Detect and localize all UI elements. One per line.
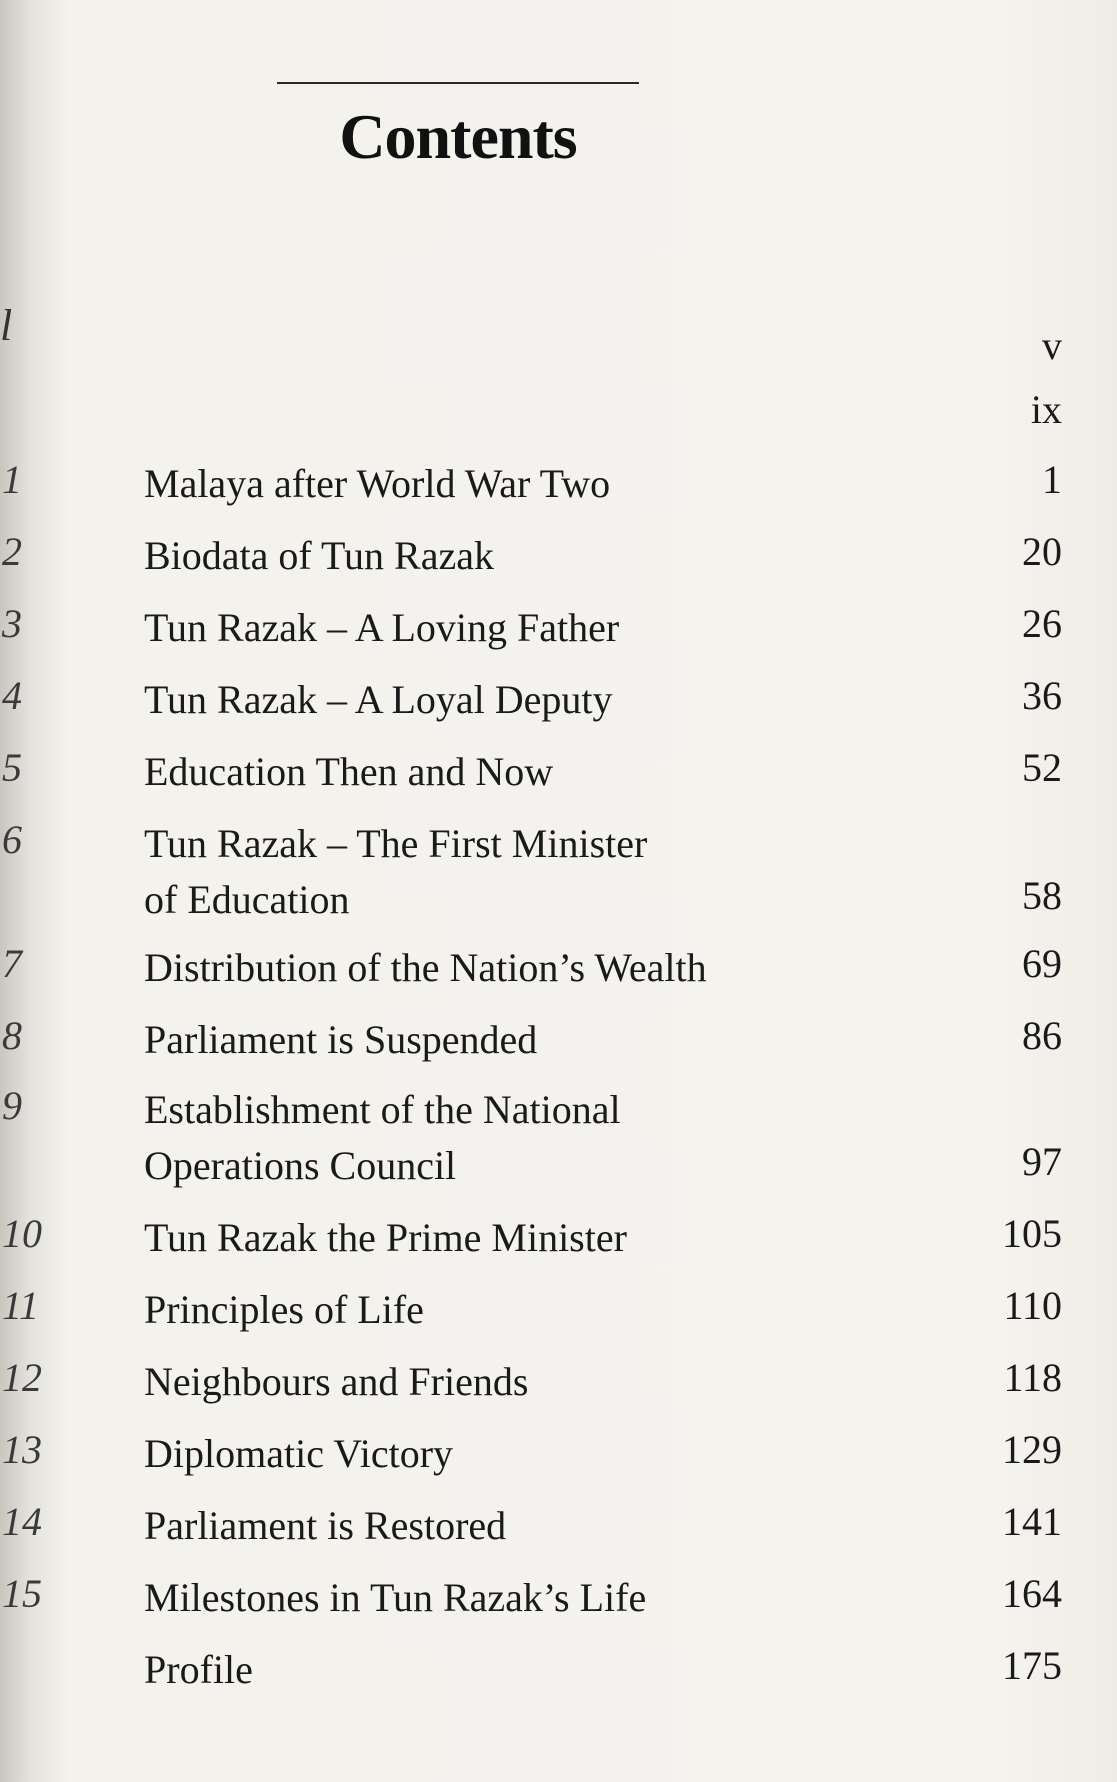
page-number: 36 <box>1022 673 1062 718</box>
chapter-title <box>144 940 707 996</box>
chapter-title <box>144 1210 627 1266</box>
chapter-title <box>144 1642 253 1698</box>
chapter-title-line: Operations Council <box>144 1143 457 1188</box>
chapter-number: 6 <box>2 817 22 862</box>
chapter-title <box>144 672 613 728</box>
page-number: 141 <box>1002 1499 1062 1544</box>
page-number: 105 <box>1002 1211 1062 1256</box>
chapter-title-line: Diplomatic Victory <box>144 1431 454 1476</box>
page-number: 52 <box>1022 745 1062 790</box>
chapter-number: 10 <box>2 1211 42 1256</box>
chapter-number: 5 <box>2 745 22 790</box>
page-number: ix <box>1030 387 1062 432</box>
chapter-number: 7 <box>2 941 22 986</box>
page-number: v <box>1042 323 1062 368</box>
page-number: 20 <box>1022 529 1062 574</box>
page-number: 129 <box>1002 1427 1062 1472</box>
chapter-number: 9 <box>2 1083 22 1128</box>
page-number: 164 <box>1002 1571 1062 1616</box>
chapter-title-line: Parliament is Suspended <box>144 1017 538 1062</box>
contents-heading: Contents <box>339 101 577 172</box>
chapter-title <box>144 1426 453 1482</box>
chapter-title <box>144 816 647 928</box>
chapter-title-line: Establishment of the National <box>144 1087 621 1132</box>
chapter-title-line: Tun Razak – A Loving Father <box>144 605 620 650</box>
page-number: 1 <box>1042 457 1062 502</box>
chapter-title <box>144 456 610 512</box>
chapter-title <box>144 600 619 656</box>
chapter-title-line: of Education <box>144 877 350 922</box>
chapter-title <box>144 744 553 800</box>
chapter-number: 1 <box>2 457 22 502</box>
chapter-number: 14 <box>2 1499 42 1544</box>
chapter-number: 2 <box>2 529 22 574</box>
chapter-title <box>144 1012 537 1068</box>
page-number: 26 <box>1022 601 1062 646</box>
page-number: 118 <box>1003 1355 1062 1400</box>
chapter-title-line: Distribution of the Nation’s Wealth <box>144 945 707 990</box>
chapter-title <box>144 1282 424 1338</box>
chapter-number: 3 <box>2 601 22 646</box>
chapter-title <box>144 528 494 584</box>
chapter-number: 4 <box>2 673 22 718</box>
chapter-number: 8 <box>2 1013 22 1058</box>
chapter-title <box>144 1082 621 1194</box>
chapter-number: 13 <box>2 1427 42 1472</box>
chapter-title-line: Malaya after World War Two <box>144 461 611 506</box>
page-number: 175 <box>1002 1643 1062 1688</box>
chapter-title <box>144 1498 506 1554</box>
chapter-title-line: Biodata of Tun Razak <box>144 533 494 578</box>
chapter-title-line: Tun Razak the Prime Minister <box>144 1215 627 1260</box>
chapter-title-line: Milestones in Tun Razak’s Life <box>144 1575 647 1620</box>
bleed-through-title <box>18 180 36 263</box>
chapter-title-line: Profile <box>144 1647 253 1692</box>
chapter-title-line: Tun Razak – The First Minister <box>144 821 648 866</box>
chapter-title-line: Neighbours and Friends <box>144 1359 529 1404</box>
chapter-title-line: Principles of Life <box>144 1287 424 1332</box>
chapter-title-line: Education Then and Now <box>144 749 554 794</box>
chapter-title <box>144 1570 646 1626</box>
chapter-number: 11 <box>2 1283 40 1328</box>
page-number: 110 <box>1003 1283 1062 1328</box>
chapter-title <box>144 1354 528 1410</box>
chapter-number: 15 <box>2 1571 42 1616</box>
page-number: 58 <box>1022 873 1062 918</box>
page-number: 86 <box>1022 1013 1062 1058</box>
chapter-number: 12 <box>2 1355 42 1400</box>
chapter-title-line: Parliament is Restored <box>144 1503 507 1548</box>
page-number: 97 <box>1022 1139 1062 1184</box>
chapter-title-line: Tun Razak – A Loyal Deputy <box>144 677 613 722</box>
page-number: 69 <box>1022 941 1062 986</box>
left-edge-mark: l <box>0 301 13 350</box>
heading-rule <box>277 82 639 84</box>
